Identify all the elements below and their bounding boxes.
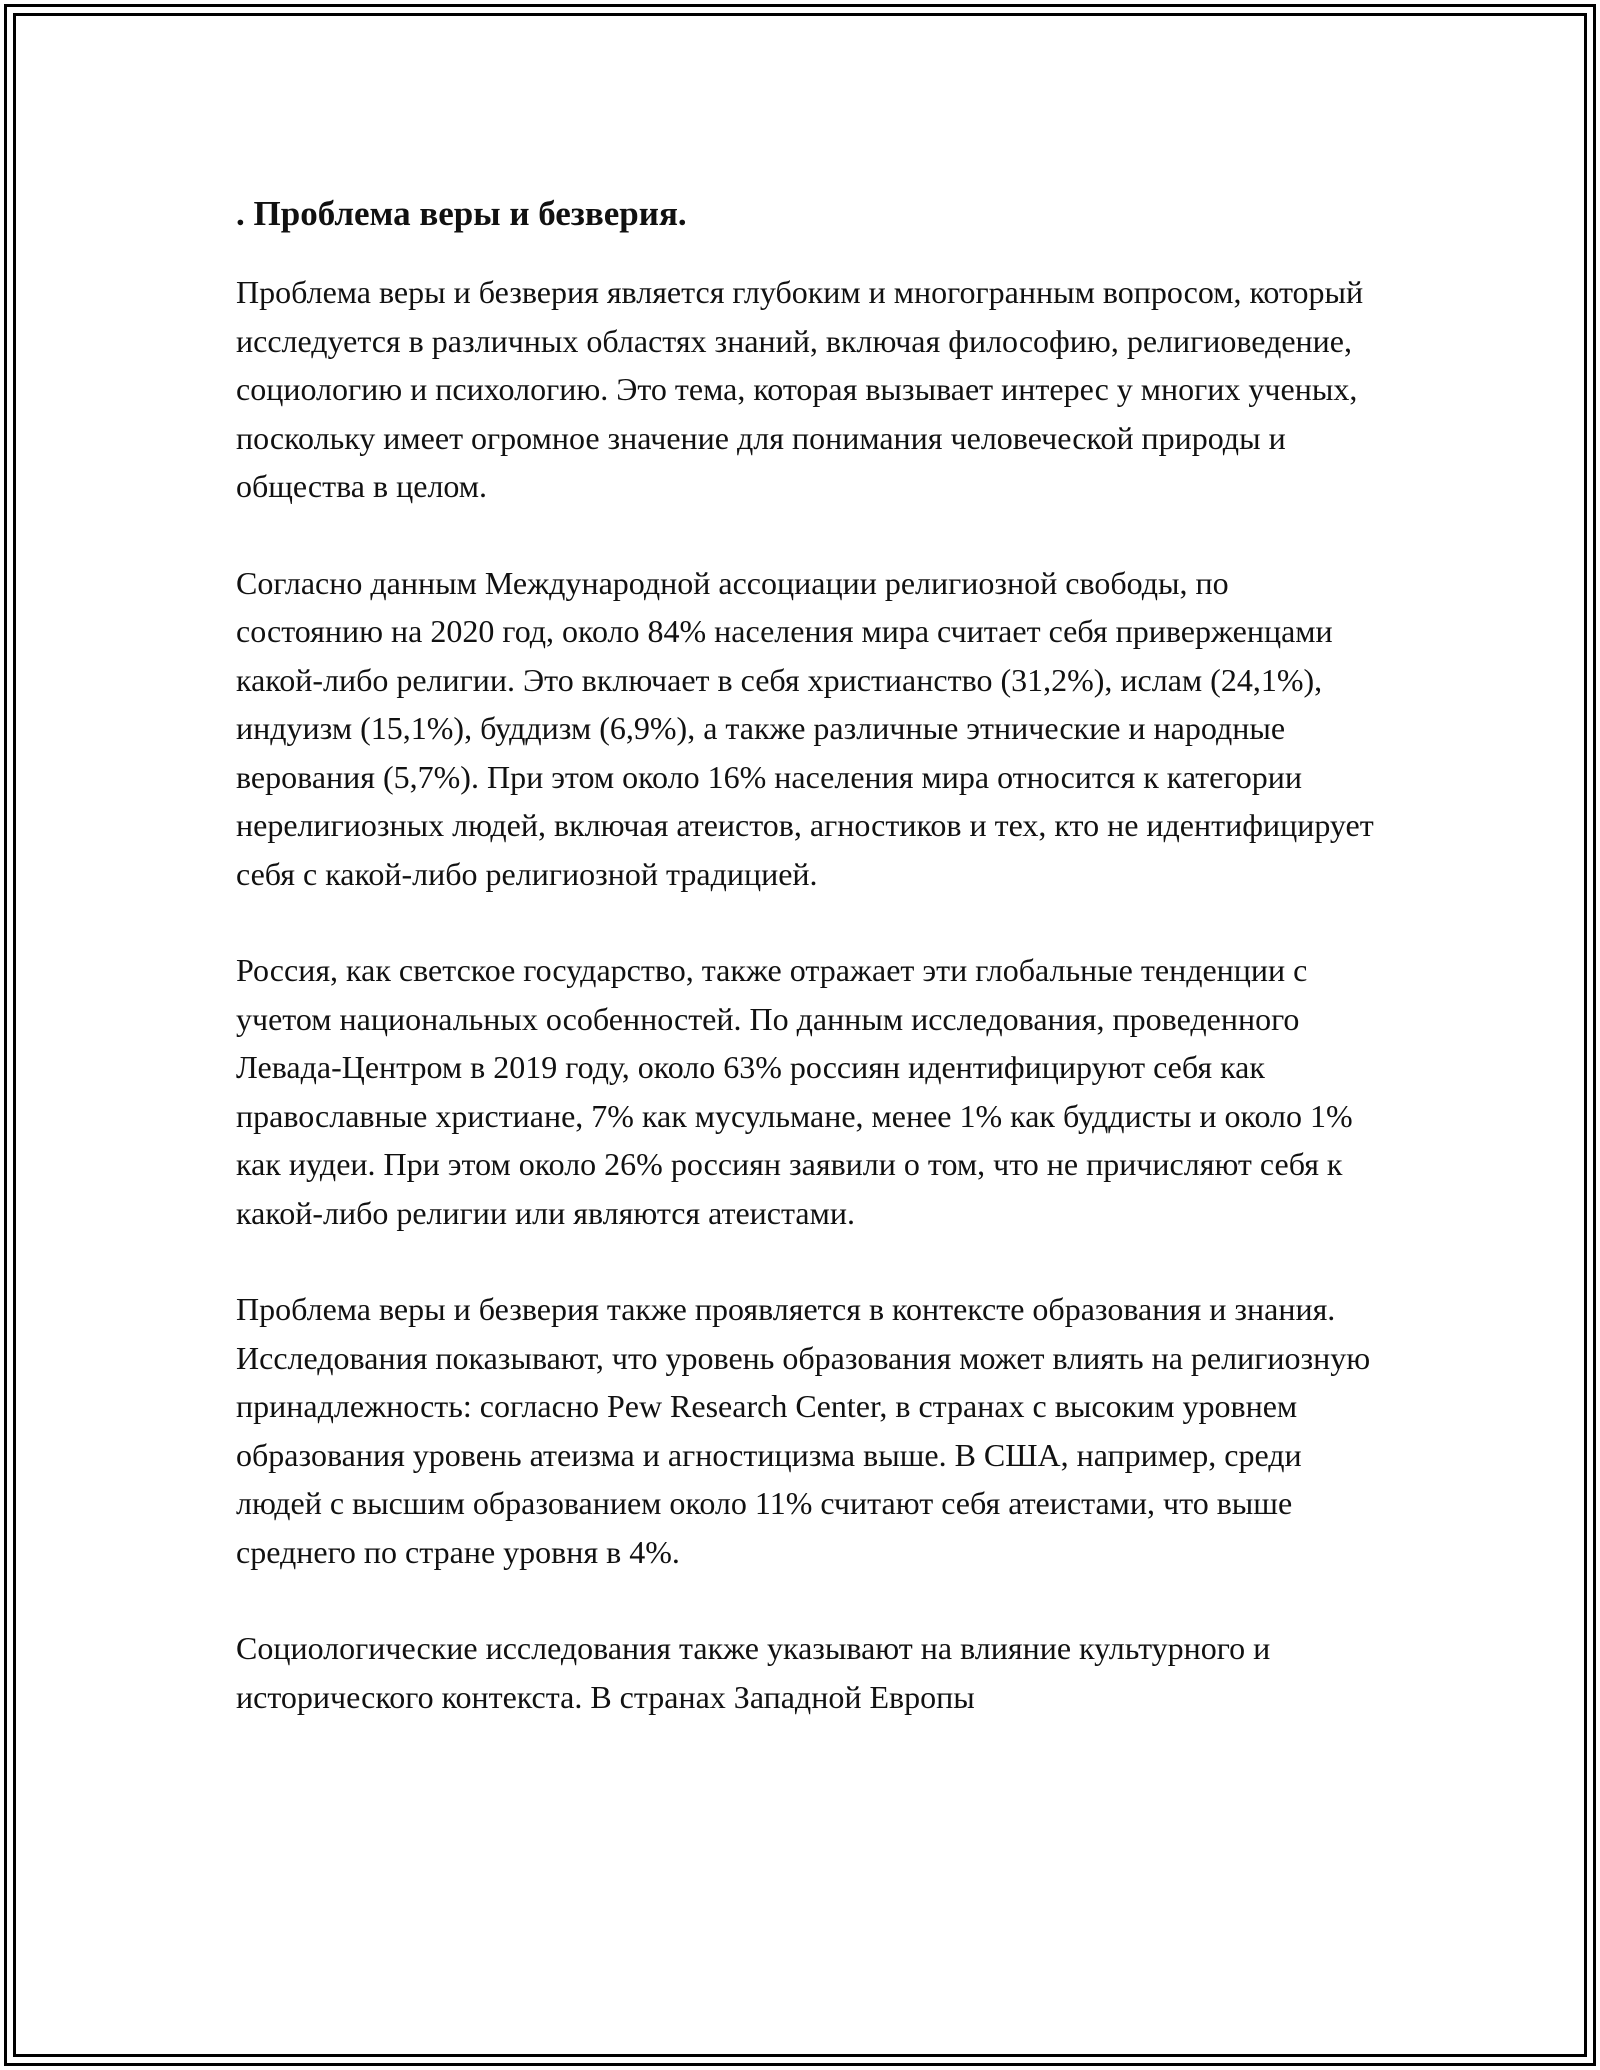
paragraph-education-and-belief: Проблема веры и безверия также проявляется в контексте образования и знания. Исследования показывают, что уровень образования может влиять на религиозную принадлежность: согласно Pew Research Center, в странах с высоким уровнем образования уровень атеизма и агностицизма выше. В США, например, среди людей с высшим образованием около 11% считают себя атеистами, что выше среднего по стране уровня в 4%. [236,1291,1371,1570]
paragraph-cultural-context: Социологические исследования также указывают на влияние культурного и исторического контекста. В странах Западной Европы [236,1630,1271,1715]
paragraph-faith-problem-intro: Проблема веры и безверия является глубоким и многогранным вопросом, который исследуется в различных областях знаний, включая философию, религиоведение, социологию и психологию. Это тема, которая вызывает интерес у многих ученых, поскольку имеет огромное значение для понимания человеческой природы и общества в целом. [236,274,1364,504]
paragraph-world-religion-stats: Согласно данным Международной ассоциации религиозной свободы, по состоянию на 2020 год, около 84% населения мира считает себя приверженцами какой-либо религии. Это включает в себя христианство (31,2%), ислам (24,1%), индуизм (15,1%), буддизм (6,9%), а также различные этнические и народные верования (5,7%). При этом около 16% населения мира относится к категории нерелигиозных людей, включая атеистов, агностиков и тех, кто не идентифицирует себя с какой-либо религиозной традицией. [236,564,1374,892]
document-body [236,188,1381,1769]
paragraph-russia-religion-stats: Россия, как светское государство, также отражает эти глобальные тенденции с учетом национальных особенностей. По данным исследования, проведенного Левада-Центром в 2019 году, около 63% россиян идентифицируют себя как православные христиане, 7% как мусульмане, менее 1% как буддисты и около 1% как иудеи. При этом около 26% россиян заявили о том, что не причисляют себя к какой-либо религии или являются атеистами. [236,952,1353,1231]
section-heading: . Проблема веры и безверия. [236,194,687,233]
